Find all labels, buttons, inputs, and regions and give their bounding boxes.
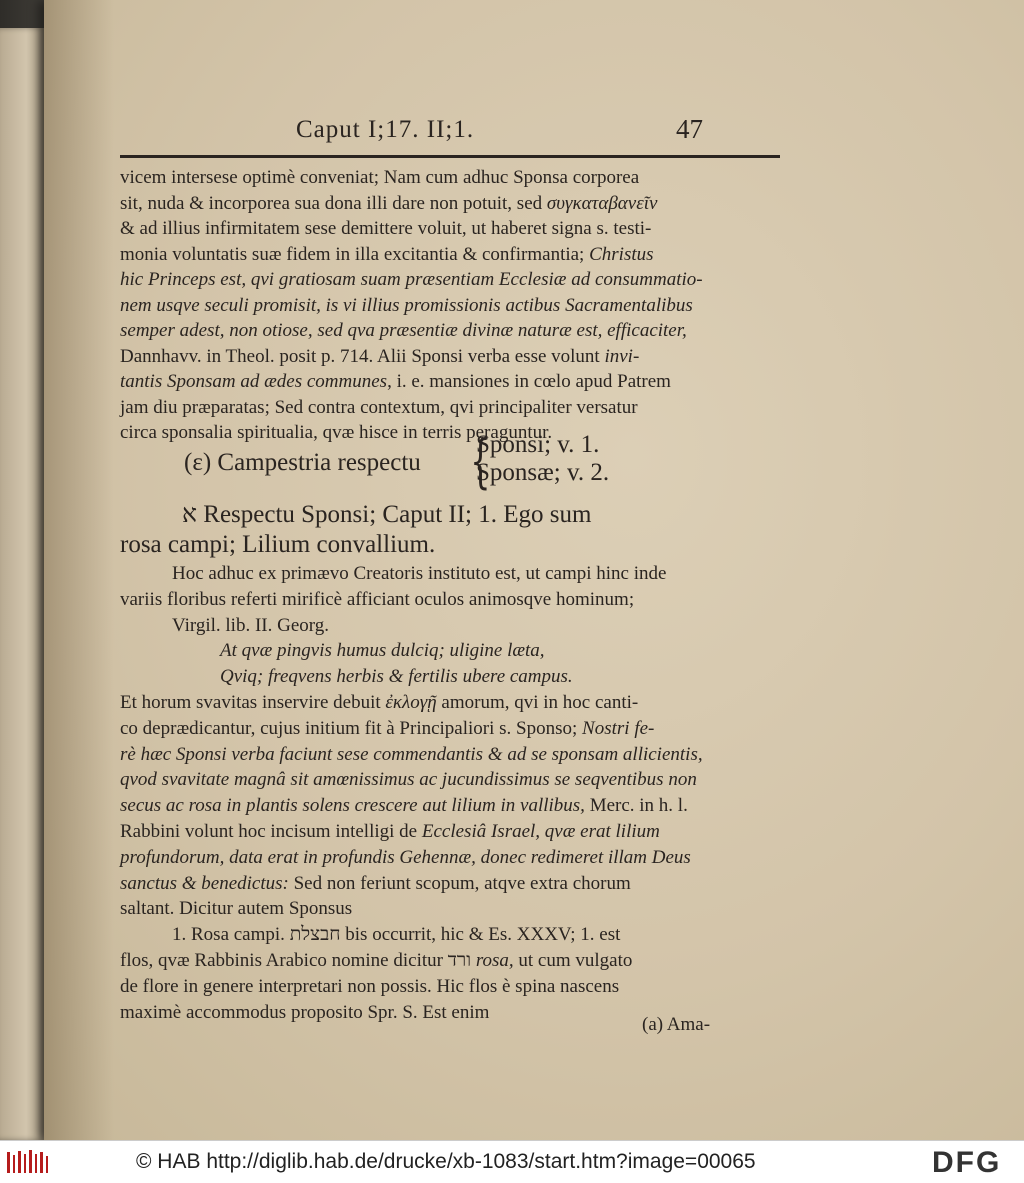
italic-text-run: ἐκλογῇ (385, 692, 437, 713)
text-run: Et horum svavitas inservire debuit (120, 692, 386, 713)
text-line (120, 691, 638, 715)
text-run: Rabbini volunt hoc incisum intelligi de (120, 821, 422, 842)
section-heading-respectu: א Respectu Sponsi; Caput II; 1. Ego sum (182, 501, 592, 528)
text-line (220, 665, 573, 689)
text-run: saltant. Dicitur autem Sponsus (120, 898, 353, 920)
campestria-item-sponsae: Sponsæ; v. 2. (476, 459, 610, 486)
text-run: , i. e. mansiones in cœlo apud Patrem (387, 371, 671, 392)
text-run: ut cum vulgato (513, 950, 633, 971)
text-run: maximè accommodus proposito Spr. S. Est enim (120, 1001, 490, 1023)
text-line (220, 639, 545, 663)
text-line (120, 396, 638, 420)
italic-text-run: rè hæc Sponsi verba faciunt sese commendantis & ad se sponsam allicientis, (120, 743, 703, 765)
text-line (120, 975, 619, 999)
text-run: Hoc adhuc ex primævo Creatoris instituto est, ut campi hinc inde (172, 563, 667, 584)
italic-text-run: hic Princeps est, qvi gratiosam suam præsentiam Ecclesiæ ad consummatio- (120, 269, 703, 290)
text-line (120, 166, 639, 190)
text-line (120, 897, 352, 921)
text-line (120, 820, 660, 844)
text-line (120, 768, 697, 792)
italic-text-run: profundorum, data erat in profundis Gehennæ, donec redimeret illam Deus (120, 846, 691, 868)
text-line (120, 294, 693, 318)
text-line (120, 217, 651, 241)
text-run: de flore in genere interpretari non possis. Hic flos è spina nascens (120, 975, 620, 997)
italic-text-run: invi- (604, 345, 640, 367)
italic-text-run: rosa, (475, 950, 514, 971)
text-line (120, 872, 631, 896)
text-line (120, 243, 654, 267)
text-line (120, 268, 703, 292)
text-line (172, 562, 666, 586)
text-line (120, 345, 639, 369)
running-head: Caput I;17. II;1. (296, 116, 475, 143)
italic-text-run: Qviq; freqvens herbis & fertilis ubere campus. (220, 666, 573, 688)
text-line (120, 846, 691, 870)
text-run: jam diu præparatas; Sed contra contextum, qvi principaliter versatur (120, 396, 638, 418)
italic-text-run: συγκαταβανεῖν (546, 192, 658, 214)
section-brace: { (470, 427, 491, 495)
section-heading-verse: rosa campi; Lilium convallium. (120, 531, 436, 558)
italic-text-run: Nostri fe- (582, 717, 655, 739)
text-line (120, 370, 671, 394)
text-run: Dannhavv. in Theol. posit p. 714. Alii Sponsi verba esse volunt (120, 345, 605, 367)
italic-text-run: secus ac rosa in plantis solens crescere aut lilium in vallibus, (120, 795, 585, 817)
hab-library-logo-icon (6, 1149, 50, 1175)
header-rule (120, 155, 780, 158)
text-run: 1. Rosa campi. חבצלת bis occurrit, hic & Es. XXXV; 1. est (172, 924, 621, 946)
text-line (120, 949, 632, 973)
previous-page-edge (0, 28, 44, 1140)
footer-bar (0, 1140, 1024, 1183)
italic-text-run: nem usqve seculi promisit, is vi illius promissionis actibus Sacramentalibus (120, 294, 693, 316)
catchword: (a) Ama- (642, 1014, 711, 1035)
text-line (120, 743, 703, 767)
dfg-logo: DFG (932, 1146, 1002, 1179)
text-line (120, 794, 688, 818)
italic-text-run: Christus (589, 243, 654, 265)
text-run: Virgil. lib. II. Georg. (172, 614, 330, 636)
campestria-item-sponsi: Sponsi; v. 1. (476, 431, 600, 458)
italic-text-run: At qvæ pingvis humus dulciq; uligine læta, (220, 640, 545, 662)
text-line (120, 588, 634, 612)
text-line (120, 1001, 489, 1025)
text-run: flos, qvæ Rabbinis Arabico nomine dicitur ורד (120, 950, 476, 971)
text-run: circa sponsalia spiritualia, qvæ hisce in terris peraguntur. (120, 422, 553, 443)
italic-text-run: sanctus & benedictus: (120, 872, 289, 894)
text-line (120, 192, 657, 216)
italic-text-run: Ecclesiâ Israel, qvæ erat lilium (421, 821, 660, 842)
campestria-label: (ε) Campestria respectu (184, 449, 421, 476)
italic-text-run: qvod svavitate magnâ sit amœnissimus ac jucundissimus se seqventibus non (120, 769, 697, 791)
text-run: Merc. in h. l. (584, 795, 688, 817)
book-page (44, 0, 1024, 1140)
text-line (120, 717, 654, 741)
text-line (172, 923, 620, 947)
text-run: & ad illius infirmitatem sese demittere voluit, ut haberet signa s. testi- (120, 218, 652, 239)
italic-text-run: semper adest, non otiose, sed qva præsentiæ divinæ naturæ est, efficaciter, (120, 320, 687, 341)
page-number: 47 (676, 114, 703, 144)
copyright-url-text: © HAB http://diglib.hab.de/drucke/xb-1083/start.htm?image=00065 (136, 1150, 756, 1173)
text-run: monia voluntatis suæ fidem in illa excitantia & confirmantia; (120, 243, 590, 265)
text-run: Sed non feriunt scopum, atqve extra chorum (288, 872, 631, 894)
text-line (120, 319, 687, 343)
text-run: vicem intersese optimè conveniat; Nam cum adhuc Sponsa corporea (120, 167, 640, 188)
text-run: amorum, qvi in hoc canti- (436, 692, 639, 713)
italic-text-run: tantis Sponsam ad ædes communes (120, 371, 388, 392)
text-run: co deprædicantur, cujus initium fit à Principaliori s. Sponso; (120, 717, 583, 739)
text-run: variis floribus referti mirificè afficiant oculos animosqve hominum; (120, 588, 635, 610)
text-run: sit, nuda & incorporea sua dona illi dare non potuit, sed (120, 192, 547, 214)
text-line (172, 614, 329, 638)
